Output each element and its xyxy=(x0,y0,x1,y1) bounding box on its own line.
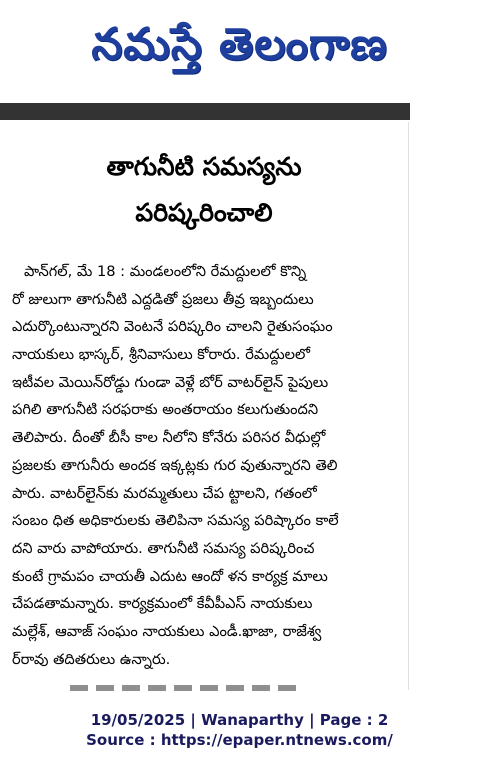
source-link[interactable]: Source : https://epaper.ntnews.com/ xyxy=(86,731,393,749)
body-line-14: మల్లేశ్, ఆవాజ్ సంఘం నాయకులు ఎండీ.ఖాజా, రాజేశ్వ xyxy=(12,622,322,640)
body-line-15: ర్‌రావు తదితరులు ఉన్నారు. xyxy=(12,650,171,668)
body-line-8: ప్రజలకు తాగునీరు అందక ఇక్కట్లకు గుర వుతున్నారని తెలి xyxy=(12,456,338,474)
body-line-2: రో జులుగా తాగునీటి ఎద్దడితో ప్రజలు తీవ్ర ఇబ్బందులు xyxy=(12,290,314,308)
news-article-clipping xyxy=(0,122,409,690)
body-line-6: పగిలి తాగునీటి సరఫరాకు అంతరాయం కలుగుతుందని xyxy=(12,401,319,419)
body-line-5: ఇటీవల మెయిన్‌రోడ్డు గుండా వెళ్లే బోర్ వాటర్‌లైన్ పైపులు xyxy=(12,373,329,391)
body-line-12: కుంటే గ్రామపం చాయతీ ఎదుట ఆందో ళన కార్యక్ర మాలు xyxy=(12,567,328,585)
header-divider-bar xyxy=(0,103,410,120)
body-line-11: దని వారు వాపోయారు. తాగునీటి సమస్య పరిష్కరించ xyxy=(12,539,315,557)
masthead-logo xyxy=(0,0,479,100)
newspaper-title: నమస్తే తెలంగాణ xyxy=(91,19,388,70)
headline-line-1: తాగునీటి సమస్యను xyxy=(106,152,302,181)
body-line-4: నాయకులు భాస్కర్, శ్రీనివాసులు కోరారు. రేమద్దులలో xyxy=(12,346,311,364)
body-line-13: చేపడతామన్నారు. కార్యక్రమంలో కేవీపీఎస్ నాయకులు xyxy=(12,595,313,613)
body-line-1: పాన్‌గల్, మే 18 : మండలంలోని రేమద్దులలో కొన్ని xyxy=(24,263,307,280)
cut-off-next-line xyxy=(70,685,300,691)
body-line-7: తెలిపారు. దీంతో బీసీ కాల నీలోని కోనేరు పరిసర వీధుల్లో xyxy=(12,429,326,447)
edition-info: 19/05/2025 | Wanaparthy | Page : 2 xyxy=(90,711,389,729)
body-line-3: ఎదుర్కొంటున్నారని వెంటనే పరిష్కరిం చాలని రైతుసంఘం xyxy=(12,318,333,336)
article-body xyxy=(12,258,402,673)
body-line-9: పారు. వాటర్‌లైన్‌కు మరమ్మతులు చేప ట్టాలని, గతంలో xyxy=(12,484,317,502)
body-line-10: సంబం ధిత అధికారులకు తెలిపినా సమస్య పరిష్కారం కాలే xyxy=(12,512,339,530)
headline-line-2: పరిష్కరించాలి xyxy=(135,198,273,227)
